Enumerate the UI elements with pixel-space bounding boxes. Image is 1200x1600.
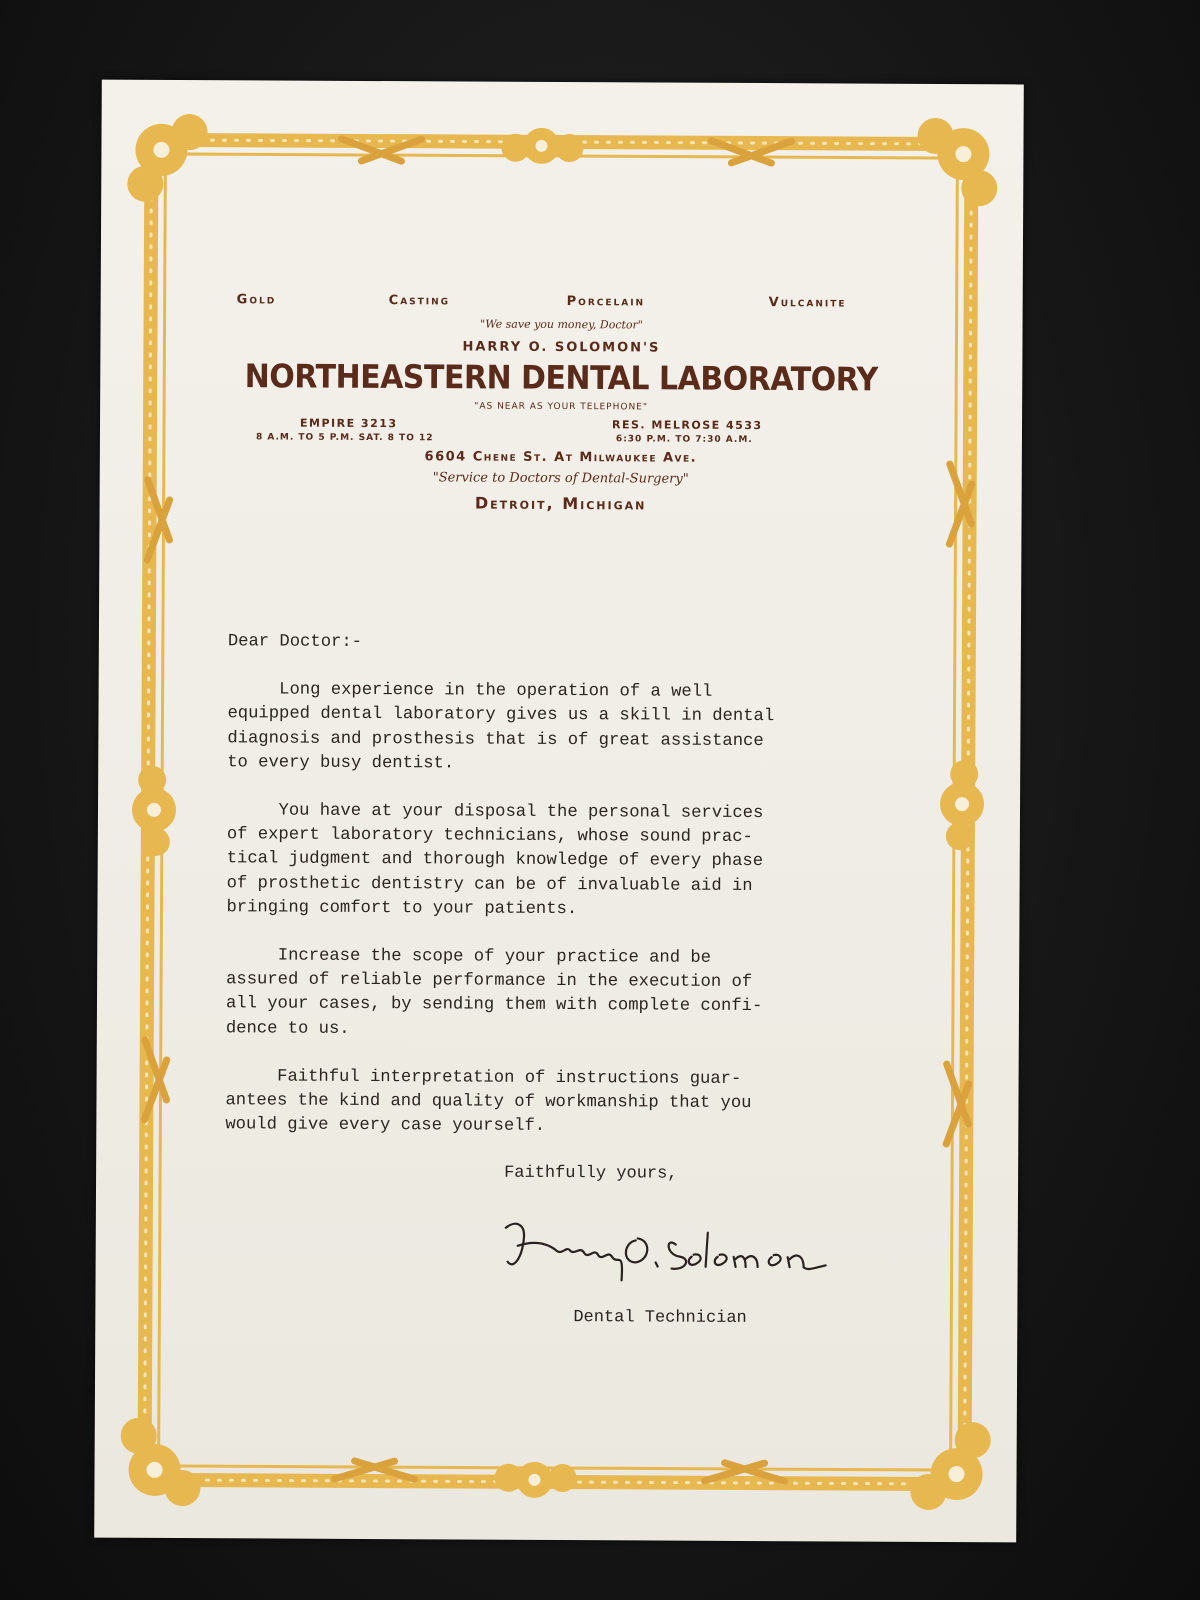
closing: Faithfully yours, xyxy=(504,1163,678,1184)
office-phone: EMPIRE 3213 xyxy=(299,416,398,431)
service-vulcanite: Vulcanite xyxy=(768,295,847,311)
street-address: 6604 Chene St. At Milwaukee Ave. xyxy=(424,449,698,466)
tagline: "We save you money, Doctor" xyxy=(480,317,643,332)
residence-phone: RES. MELROSE 4533 xyxy=(611,418,763,433)
service-porcelain: Porcelain xyxy=(566,294,646,310)
signer-title: Dental Technician xyxy=(573,1308,747,1328)
service-casting: Casting xyxy=(388,293,451,309)
paragraph-3: Increase the scope of your practice and be assured of reliable performance in the execution of all your cases, by sending them with complete confi- dence to us. xyxy=(225,946,763,1039)
paragraph-1: Long experience in the operation of a well equipped dental laboratory gives us a skill in dental diagnosis and prosthesis that is of great assistance to every busy dentist. xyxy=(227,680,775,774)
proprietor-name: HARRY O. SOLOMON'S xyxy=(462,339,661,356)
paragraph-4: Faithful interpretation of instructions guar- antees the kind and quality of workmanship that you would give every case yourself. xyxy=(225,1067,752,1137)
city-state: Detroit, Michigan xyxy=(474,493,647,514)
paragraph-2: You have at your disposal the personal services of expert laboratory technicians, whose sound prac- tical judgment and thorough knowledge of every phase of prosthetic dentistry can be of invaluable aid in bringing comfort to your patients. xyxy=(226,801,764,919)
firm-name: NORTHEASTERN DENTAL LABORATORY xyxy=(244,357,878,400)
service-motto: "Service to Doctors of Dental-Surgery" xyxy=(432,470,689,487)
handwritten-signature xyxy=(495,1200,855,1292)
salutation: Dear Doctor:- xyxy=(227,632,363,652)
firm-motto: "AS NEAR AS YOUR TELEPHONE" xyxy=(474,401,649,413)
letter-sheet xyxy=(94,80,1024,1543)
service-gold: Gold xyxy=(236,292,277,308)
letter-body xyxy=(225,630,868,1165)
office-hours: 8 A.M. TO 5 P.M. SAT. 8 TO 12 xyxy=(255,432,434,444)
residence-hours: 6:30 P.M. TO 7:30 A.M. xyxy=(615,434,753,446)
